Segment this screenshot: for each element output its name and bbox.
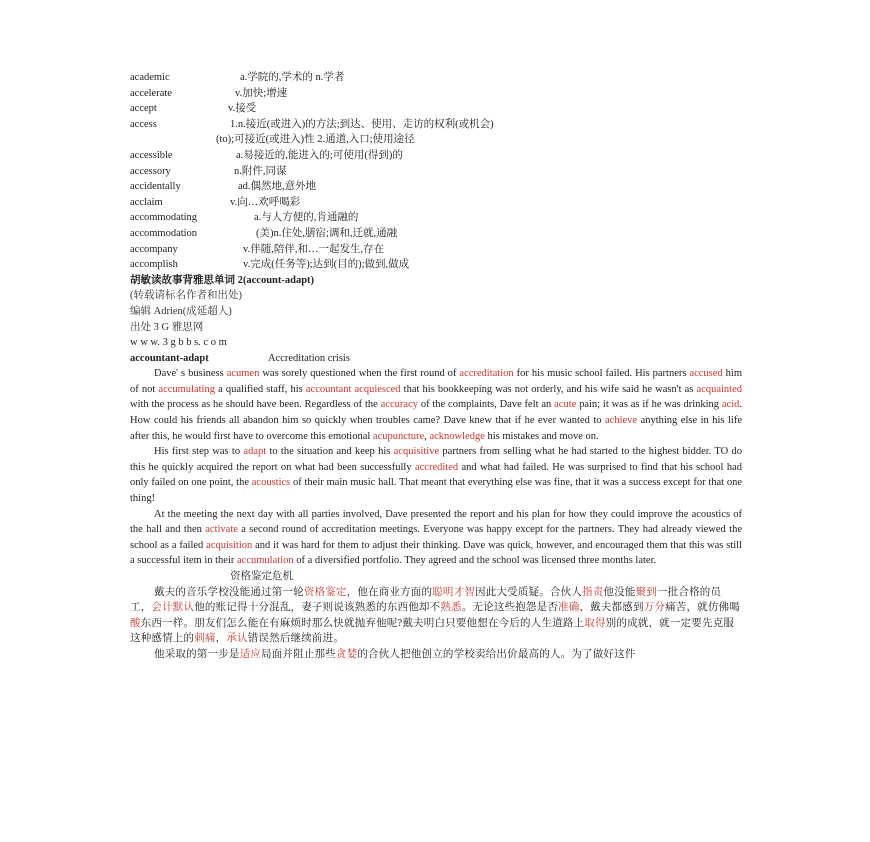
vocab-word: accommodation: [130, 227, 198, 239]
chinese-paragraph: [130, 647, 742, 663]
keyword: 指责: [582, 586, 604, 598]
keyword: 承认: [226, 633, 248, 645]
paragraph-text: 戴夫的音乐学校没能通过第一轮: [154, 586, 304, 598]
keyword: accreditation: [459, 368, 514, 380]
vocab-definition: v.接受: [228, 103, 257, 115]
vocab-word: accommodating: [130, 212, 198, 224]
keyword: 准确: [558, 602, 580, 614]
keyword: accused: [689, 368, 723, 380]
keyword: acquiesced: [354, 383, 401, 395]
english-paragraph: [130, 444, 742, 506]
paragraph-text: 痛苦，就仿佛喝: [665, 602, 740, 614]
keyword: acquisitive: [393, 446, 440, 458]
paragraph-text: of the complaints, Dave felt an: [417, 399, 555, 411]
vocab-definition: v.向…欢呼喝彩: [230, 196, 301, 208]
paragraph-text: pain; it was as if he was drinking: [576, 399, 722, 411]
repost-note: (转载请标名作者和出处): [130, 290, 242, 302]
keyword: 酸: [130, 617, 141, 629]
paragraph-text: 别的成就，就一定要先克服这种感情上的: [130, 617, 735, 645]
paragraph-text: of a diversified portfolio. They agreed and the school was licensed three months later.: [293, 555, 657, 567]
keyword: acumen: [226, 368, 260, 380]
paragraph-text: his mistakes and move on.: [484, 430, 599, 442]
keyword: acquisition: [206, 539, 253, 551]
english-story: [130, 366, 742, 569]
paragraph-text: 。无论这些抱怨是否: [461, 602, 559, 614]
story-title: Accreditation crisis: [268, 352, 350, 364]
document-page: [130, 70, 742, 663]
story-range: accountant-adapt: [130, 352, 209, 364]
vocab-word: accessible: [130, 149, 173, 161]
vocab-row: [130, 148, 742, 164]
paragraph-text: His first step was to: [154, 446, 244, 458]
keyword: acknowledge: [429, 430, 485, 442]
article-title: 胡敏读故事背雅思单词 2(account-adapt): [130, 274, 315, 286]
vocab-row: [130, 242, 742, 258]
paragraph-text: ,: [424, 430, 430, 442]
keyword: 聪明才智: [432, 586, 476, 598]
editor-line: 编辑 Adrien(成延超人): [130, 305, 232, 317]
paragraph-text: to the situation and keep his: [266, 446, 394, 458]
paragraph-text: 错误然后继续前进。: [247, 633, 345, 645]
source-line: 出处 3 G 雅思网: [130, 321, 204, 333]
keyword: 贪婪: [335, 648, 358, 660]
paragraph-text: and what had failed. He was surprised to find that his school had only failed on one point, the: [130, 461, 742, 489]
paragraph-text: ，戴夫都感到: [579, 602, 644, 614]
vocab-row: [130, 101, 742, 117]
paragraph-text: 的合伙人把他创立的学校卖给出价最高的人。为了做好这件: [357, 648, 636, 660]
paragraph-text: anything else in his life after this, he would first have to overcome this emotional: [130, 415, 742, 442]
vocabulary-list: [130, 70, 742, 273]
keyword: accuracy: [380, 399, 418, 411]
keyword: 适应: [239, 648, 262, 660]
keyword: 会计默认: [151, 602, 195, 614]
keyword: accumulating: [158, 383, 215, 395]
keyword: activate: [205, 524, 238, 536]
vocab-row: [130, 164, 742, 180]
paragraph-text: was sorely questioned when the first round of: [259, 368, 460, 380]
vocab-definition: a.与人方便的,肯通融的: [254, 212, 359, 224]
paragraph-text: Dave' s business: [154, 368, 227, 380]
vocab-word: accompany: [130, 243, 178, 255]
paragraph-text: 他采取的第一步是: [154, 648, 240, 660]
paragraph-text: that his bookkeeping was not orderly, and his wife said he wasn't as: [400, 383, 697, 395]
keyword: achieve: [605, 415, 638, 427]
vocab-definition: 1.n.接近(或进入)的方法;到达、使用、走访的权利(或机会): [230, 118, 494, 130]
vocab-word: access: [130, 118, 157, 130]
vocab-row: [130, 226, 742, 242]
vocab-row: [130, 86, 742, 102]
vocab-row: [130, 70, 742, 86]
keyword: acquainted: [696, 383, 742, 395]
paragraph-text: with the process as he should have been. Regardless of the: [130, 399, 381, 411]
keyword: accountant: [305, 383, 352, 395]
keyword: adapt: [243, 446, 267, 458]
vocab-word: academic: [130, 72, 170, 83]
paragraph-text: 一批合格的员工，: [130, 586, 722, 614]
keyword: 取得: [584, 617, 606, 629]
keyword: 万分: [643, 602, 666, 614]
paragraph-text: and it was hard for them to adjust their thinking. Dave was quick, however, and encouraged them that this was still a successful item in their: [130, 539, 742, 567]
vocab-word: acclaim: [130, 196, 163, 208]
vocab-definition: a.学院的,学术的 n.学者: [240, 72, 345, 83]
vocab-definition: n.附件,同谋: [234, 165, 287, 177]
keyword: 刺痛: [194, 633, 216, 645]
keyword: acoustics: [251, 477, 291, 489]
vocab-definition: v.伴随,陪伴,和…一起发生,存在: [243, 243, 385, 255]
keyword: accredited: [414, 461, 459, 473]
paragraph-text: partners from selling what he had started to the highest bidder. TO do this he quickly acquired the report on what had been successfully: [130, 446, 743, 473]
story-heading: [130, 351, 742, 367]
chinese-title: 资格鉴定危机: [230, 571, 293, 582]
paragraph-text: ，他在商业方面的: [346, 586, 433, 598]
paragraph-text: of their main music hall. That meant that everything else was fine, that it was a success except for that one thing!: [130, 477, 742, 505]
paragraph-text: for his music school failed. His partners: [513, 368, 690, 380]
vocab-definition: ad.偶然地,意外地: [238, 181, 317, 193]
keyword: 聚到: [635, 586, 657, 598]
keyword: 资格鉴定: [303, 586, 347, 598]
vocab-word: accidentally: [130, 181, 181, 193]
paragraph-text: 因此大受质疑。合伙人: [475, 586, 583, 598]
vocab-definition: (美)n.住处,膳宿;调和,迁就,通融: [256, 227, 398, 239]
website-line: w w w. 3 g b b s. c o m: [130, 337, 227, 349]
paragraph-text: him of not: [130, 368, 743, 395]
keyword: 熟悉: [440, 602, 462, 614]
vocab-row: [130, 117, 742, 133]
paragraph-text: 局面并阻止那些: [261, 648, 336, 660]
vocab-row: [130, 179, 742, 195]
paragraph-text: At the meeting the next day with all parties involved, Dave presented the report and his plan for how they could improve the acoustics of the hall and then: [130, 508, 742, 536]
keyword: acupuncture: [372, 430, 425, 442]
paragraph-text: . How could his friends all abandon him so quickly when troubles came? Dave knew that if he ever wanted to: [130, 399, 742, 427]
keyword: acute: [554, 399, 577, 411]
vocab-row: [130, 195, 742, 211]
chinese-story: [130, 585, 742, 663]
paragraph-text: 东西一样。朋友们怎么能在有麻烦时那么快就抛弃他呢?戴夫明白只要他想在今后的人生道路上: [140, 617, 585, 629]
vocab-definition: a.易接近的,能进入的;可使用(得到)的: [236, 149, 403, 161]
paragraph-text: 他的账记得十分混乱，妻子则说该熟悉的东西他却不: [194, 602, 441, 614]
vocab-word: accept: [130, 103, 157, 115]
vocab-definition: v.完成(任务等);达到(目的);做到,做成: [243, 259, 410, 271]
vocab-word: accomplish: [130, 259, 178, 271]
vocab-definition: (to);可接近(或进入)性 2.通道,入口;使用途径: [216, 134, 415, 146]
vocab-definition: v.加快;增速: [235, 87, 288, 99]
english-paragraph: [130, 366, 742, 444]
vocab-word: accessory: [130, 165, 171, 177]
paragraph-text: a qualified staff, his: [214, 383, 306, 395]
vocab-row: [130, 210, 742, 226]
chinese-paragraph: [130, 585, 742, 647]
paragraph-text: 他没能: [603, 586, 636, 598]
paragraph-text: ，: [215, 633, 227, 645]
keyword: accumulation: [237, 555, 294, 567]
vocab-row: [130, 257, 742, 273]
english-paragraph: [130, 507, 742, 569]
vocab-row: [130, 132, 742, 148]
paragraph-text: a second round of accreditation meetings. Everyone was happy except for the partners. They had already viewed the school as a failed: [130, 524, 742, 551]
vocab-word: accelerate: [130, 87, 172, 99]
keyword: acid: [721, 399, 740, 411]
